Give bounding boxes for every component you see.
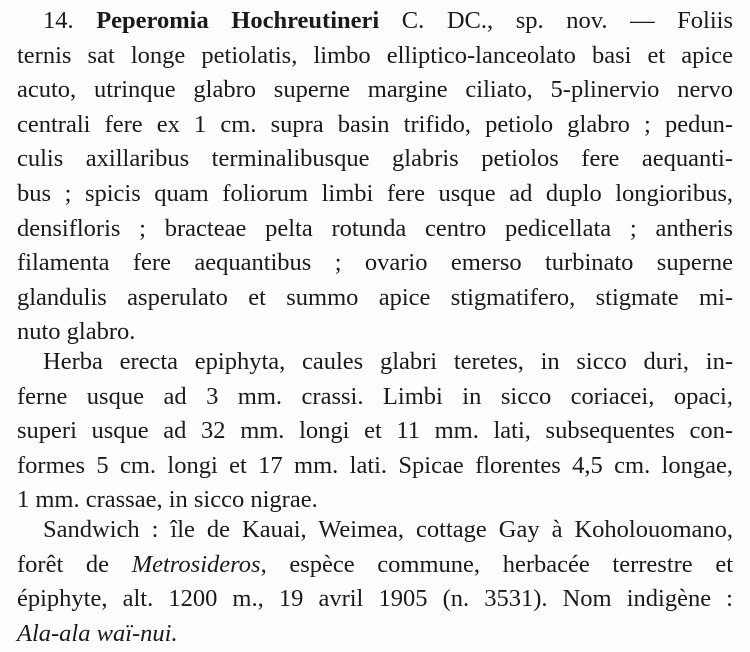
description-line: ternis sat longe petiolatis, limbo elliptico-lanceolato basi et apice — [17, 41, 733, 69]
description-line: bus ; spicis quam foliorum limbi fere usque ad duplo longioribus, — [17, 179, 733, 207]
genus-name: Metrosideros — [131, 550, 261, 578]
locality-line: épiphyte, alt. 1200 m., 19 avril 1905 (n. 3531). Nom indigène : — [17, 585, 733, 613]
description-line: filamenta fere aequantibus ; ovario emerso turbinato superne — [17, 249, 733, 277]
habit-line: Herba erecta epiphyta, caules glabri teretes, in sicco duri, in- — [43, 348, 733, 375]
description-line: densifloris ; bracteae pelta rotunda centro pedicellata ; antheris — [17, 214, 733, 242]
habit-line: superi usque ad 32 mm. longi et 11 mm. lati, subsequentes con- — [17, 417, 733, 445]
description-line: acuto, utrinque glabro superne margine ciliato, 5-plinervio nervo — [17, 76, 733, 104]
locality-suffix: , espèce commune, herbacée terrestre et — [260, 550, 734, 578]
description-heading-line — [17, 4, 733, 39]
description-line: centrali fere ex 1 cm. supra basin trifido, petiolo glabro ; pedun- — [17, 110, 733, 138]
description-line: nuto glabro. — [17, 318, 136, 346]
description-line: glandulis asperulato et summo apice stigmatifero, stigmate mi- — [17, 283, 733, 311]
locality-paragraph — [17, 513, 733, 651]
habit-paragraph — [17, 345, 733, 518]
description-line: culis axillaribus terminalibusque glabris petiolos fere aequanti- — [17, 145, 733, 173]
locality-line: Sandwich : île de Kauai, Weimea, cottage Gay à Koholouomano, — [43, 516, 733, 543]
habit-line: formes 5 cm. longi et 17 mm. lati. Spicae florentes 4,5 cm. longae, — [17, 451, 733, 479]
habit-line: ferne usque ad 3 mm. crassi. Limbi in sicco coriacei, opaci, — [17, 382, 733, 410]
vernacular-name: Ala-ala waï-nui. — [17, 619, 178, 647]
habit-line: 1 mm. crassae, in sicco nigrae. — [17, 486, 318, 514]
authority-text: C. DC., sp. nov. — Foliis — [401, 7, 734, 34]
species-description — [17, 4, 733, 350]
locality-line — [17, 548, 733, 583]
species-name: Peperomia Hochreutineri — [96, 7, 380, 34]
entry-number: 14. — [43, 7, 74, 34]
locality-prefix: forêt de — [17, 550, 110, 578]
